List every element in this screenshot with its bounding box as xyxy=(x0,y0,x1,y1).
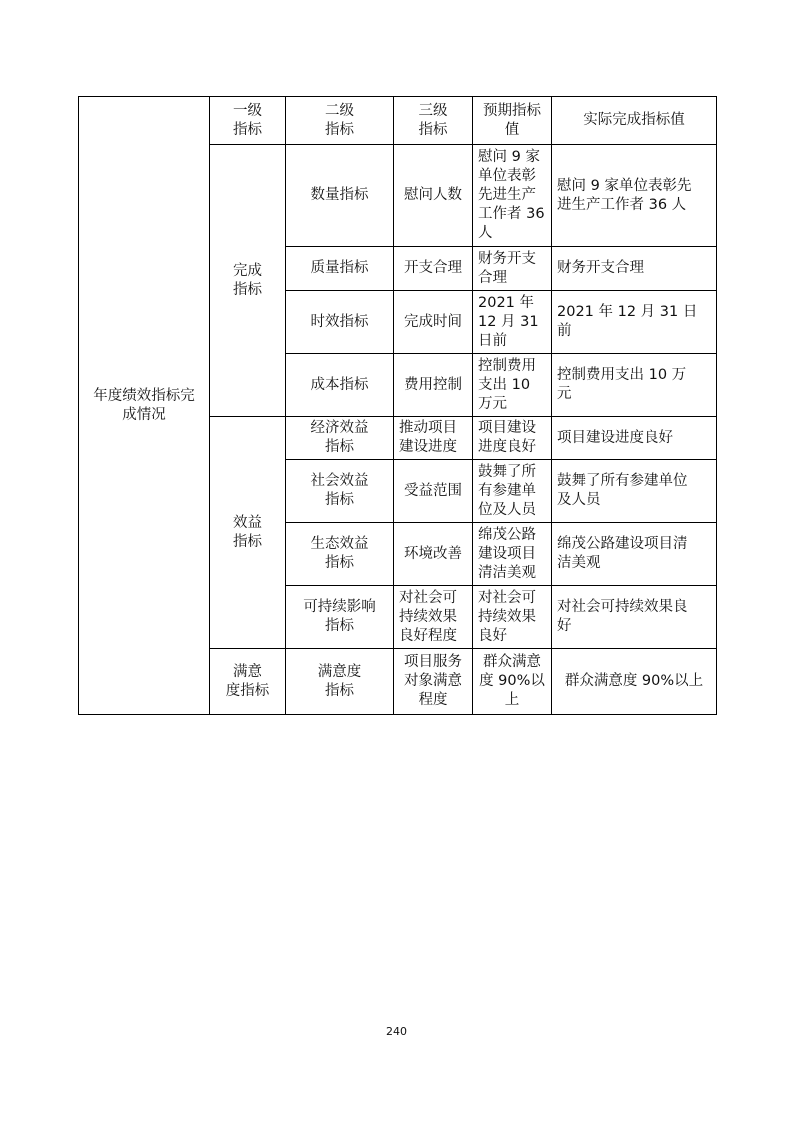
level3-cell: 推动项目 建设进度 xyxy=(394,417,473,460)
col-header-level2: 二级 指标 xyxy=(286,97,394,145)
expected-cell: 对社会可 持续效果 良好 xyxy=(473,586,552,649)
expected-cell: 群众满意 度 90%以 上 xyxy=(473,649,552,715)
level3-cell: 环境改善 xyxy=(394,523,473,586)
level2-cell: 可持续影响 指标 xyxy=(286,586,394,649)
actual-cell: 财务开支合理 xyxy=(552,247,717,291)
level2-cell: 生态效益 指标 xyxy=(286,523,394,586)
performance-indicator-table xyxy=(78,96,717,715)
section-label-cell: 年度绩效指标完 成情况 xyxy=(79,97,210,715)
actual-cell: 2021 年 12 月 31 日前 xyxy=(552,291,717,354)
level2-cell: 数量指标 xyxy=(286,145,394,247)
actual-cell: 慰问 9 家单位表彰先 进生产工作者 36 人 xyxy=(552,145,717,247)
group-label-benefit: 效益 指标 xyxy=(210,417,286,649)
expected-cell: 2021 年 12 月 31 日前 xyxy=(473,291,552,354)
expected-cell: 绵茂公路 建设项目 清洁美观 xyxy=(473,523,552,586)
actual-cell: 绵茂公路建设项目清 洁美观 xyxy=(552,523,717,586)
expected-cell: 慰问 9 家 单位表彰 先进生产 工作者 36 人 xyxy=(473,145,552,247)
level2-cell: 时效指标 xyxy=(286,291,394,354)
expected-cell: 控制费用 支出 10 万元 xyxy=(473,354,552,417)
level3-cell: 开支合理 xyxy=(394,247,473,291)
group-label-satisfaction: 满意 度指标 xyxy=(210,649,286,715)
col-header-level1: 一级 指标 xyxy=(210,97,286,145)
actual-cell: 项目建设进度良好 xyxy=(552,417,717,460)
level3-cell: 费用控制 xyxy=(394,354,473,417)
level2-cell: 满意度 指标 xyxy=(286,649,394,715)
level2-cell: 经济效益 指标 xyxy=(286,417,394,460)
actual-cell: 群众满意度 90%以上 xyxy=(552,649,717,715)
page-number: 240 xyxy=(386,1025,407,1038)
header-row xyxy=(79,97,717,145)
expected-cell: 项目建设 进度良好 xyxy=(473,417,552,460)
col-header-level3: 三级 指标 xyxy=(394,97,473,145)
actual-cell: 鼓舞了所有参建单位 及人员 xyxy=(552,460,717,523)
level3-cell: 对社会可 持续效果 良好程度 xyxy=(394,586,473,649)
actual-cell: 控制费用支出 10 万 元 xyxy=(552,354,717,417)
actual-cell: 对社会可持续效果良 好 xyxy=(552,586,717,649)
level2-cell: 社会效益 指标 xyxy=(286,460,394,523)
level2-cell: 质量指标 xyxy=(286,247,394,291)
level3-cell: 完成时间 xyxy=(394,291,473,354)
expected-cell: 鼓舞了所 有参建单 位及人员 xyxy=(473,460,552,523)
level3-cell: 受益范围 xyxy=(394,460,473,523)
level2-cell: 成本指标 xyxy=(286,354,394,417)
expected-cell: 财务开支 合理 xyxy=(473,247,552,291)
group-label-completion: 完成 指标 xyxy=(210,145,286,417)
level3-cell: 项目服务 对象满意 程度 xyxy=(394,649,473,715)
level3-cell: 慰问人数 xyxy=(394,145,473,247)
col-header-expected: 预期指标 值 xyxy=(473,97,552,145)
col-header-actual: 实际完成指标值 xyxy=(552,97,717,145)
